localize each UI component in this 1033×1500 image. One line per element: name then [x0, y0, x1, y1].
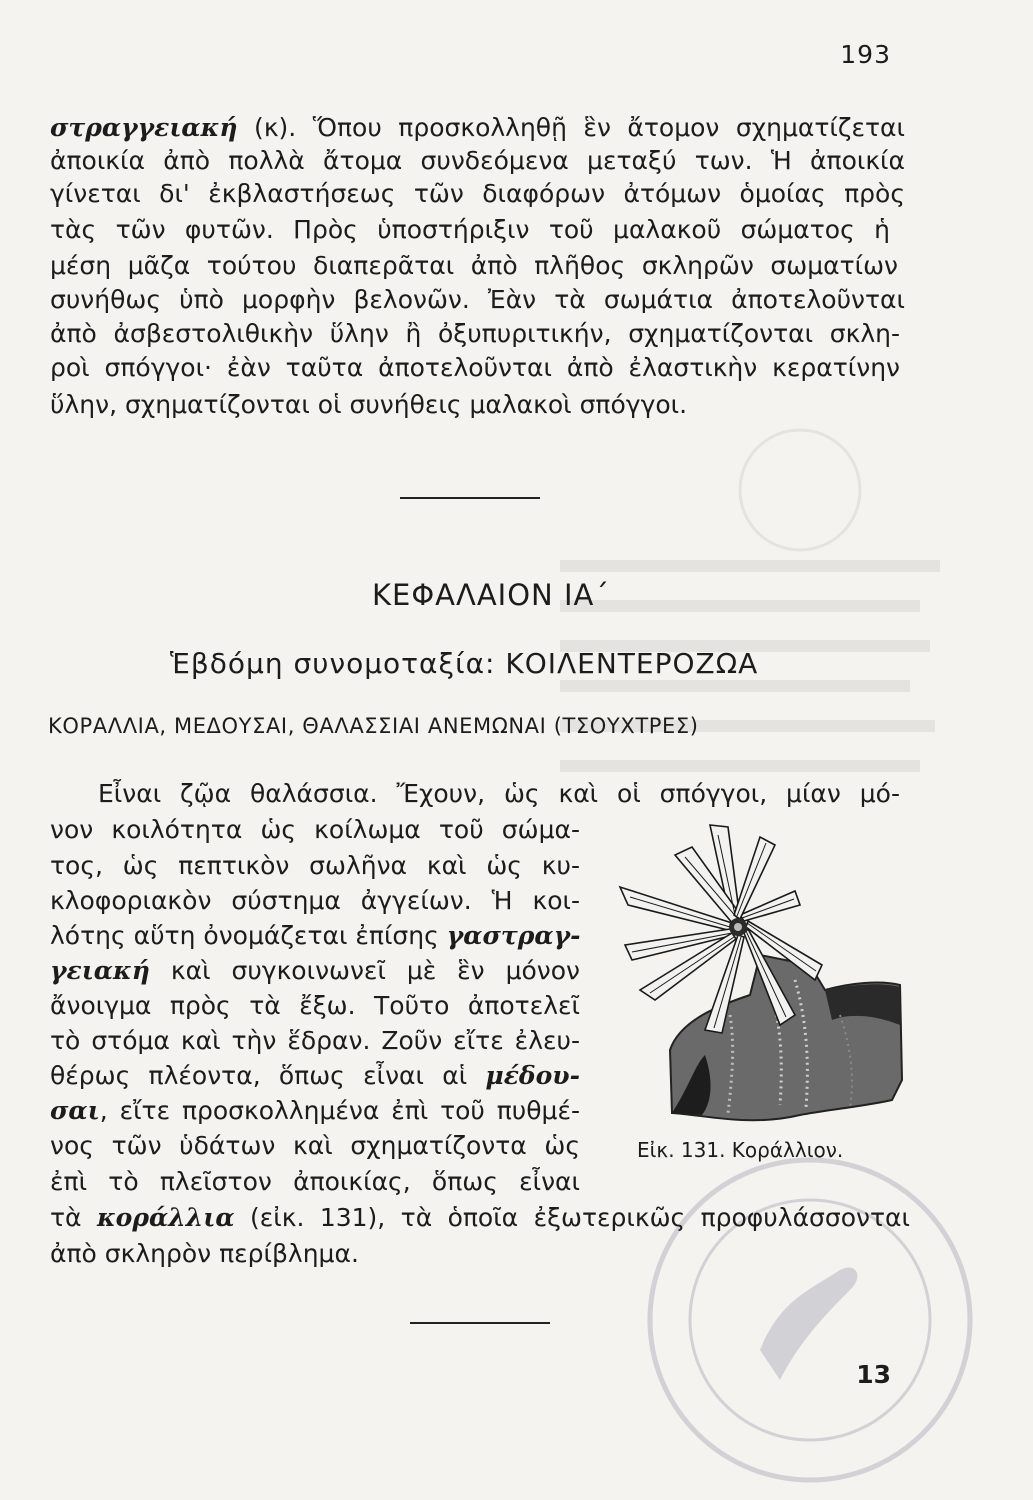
chapter-title: ΚΕΦΑΛΑΙΟΝ ΙΑ΄ — [372, 578, 610, 612]
text-line — [50, 1095, 580, 1127]
text-run: τὸ στόμα καὶ τὴν ἕδραν. Ζοῦν εἴτε ἐλευ- — [50, 1026, 580, 1055]
text-line — [50, 1025, 580, 1057]
text-line — [50, 112, 905, 144]
text-line — [50, 814, 580, 846]
text-run: ἄνοιγμα πρὸς τὰ ἔξω. Τοῦτο ἀποτελεῖ — [50, 991, 580, 1020]
text-run: νος τῶν ὑδάτων καὶ σχηματίζοντα ὡς — [50, 1131, 580, 1160]
signature-number: 13 — [856, 1360, 891, 1389]
bleed-through-shadow — [560, 420, 940, 840]
chapter-subheading: ΚΟΡΑΛΛΙΑ, ΜΕΔΟΥΣΑΙ, ΘΑΛΑΣΣΙΑΙ ΑΝΕΜΩΝΑΙ (ΤΣΟΥΧΤΡΕΣ) — [48, 714, 699, 738]
text-line — [50, 1202, 910, 1234]
text-run: ὕλην, σχηματίζονται οἱ συνήθεις μαλακοὶ σπόγγοι. — [50, 390, 688, 419]
text-run: γίνεται δι' ἐκβλαστήσεως τῶν διαφόρων ἀτόμων ὁμοίας πρὸς — [50, 179, 905, 208]
text-run: , εἴτε προσκολλημένα ἐπὶ τοῦ πυθμέ- — [99, 1096, 580, 1125]
text-run: (κ). Ὅπου προσκολληθῇ ἓν ἄτομον σχηματίζεται — [237, 113, 905, 142]
figure-caption: Εἰκ. 131. Κοράλλιον. — [637, 1138, 844, 1162]
emphasized-term: κοράλλια — [96, 1203, 235, 1232]
text-line — [50, 1060, 580, 1092]
text-line — [50, 920, 580, 952]
text-line — [50, 284, 905, 316]
section-divider-bottom — [410, 1322, 550, 1324]
text-run: ἐπὶ τὸ πλεῖστον ἀποικίας, ὅπως εἶναι — [50, 1167, 580, 1196]
emphasized-term: στραγγειακή — [50, 113, 238, 142]
text-line — [50, 250, 898, 282]
text-run: Εἶναι ζῷα θαλάσσια. Ἔχουν, ὡς καὶ οἱ σπόγγοι, μίαν μό- — [98, 779, 900, 808]
text-run: τὰ — [50, 1203, 97, 1232]
text-line — [50, 885, 580, 917]
emphasized-term: γειακή — [50, 956, 150, 985]
text-run: λότης αὕτη ὀνομάζεται ἐπίσης — [50, 921, 447, 950]
text-line — [50, 990, 580, 1022]
text-line — [50, 389, 687, 421]
text-line — [50, 1166, 580, 1198]
text-run: συνήθως ὑπὸ μορφὴν βελονῶν. Ἐὰν τὰ σωμάτια ἀποτελοῦνται — [50, 285, 905, 314]
text-run: ἀπὸ ἀσβεστολιθικὴν ὕλην ἢ ὀξυπυριτικήν, σχηματίζονται σκλη- — [50, 319, 900, 348]
coral-polyp-illustration-icon — [610, 815, 905, 1135]
emphasized-term: μέδου- — [485, 1061, 580, 1090]
text-line — [50, 955, 580, 987]
text-run: θέρως πλέοντα, ὅπως εἶναι αἱ — [50, 1061, 486, 1090]
text-line — [98, 778, 900, 810]
text-run: νον κοιλότητα ὡς κοίλωμα τοῦ σώμα- — [50, 815, 580, 844]
text-line — [50, 318, 900, 350]
text-line — [50, 352, 900, 384]
emphasized-term: σαι — [50, 1096, 100, 1125]
section-divider-top — [400, 497, 540, 499]
page-number: 193 — [840, 40, 891, 69]
text-run: μέση μᾶζα τούτου διαπερᾶται ἀπὸ πλῆθος σκληρῶν σωματίων — [50, 251, 898, 280]
text-run: (εἰκ. 131), τὰ ὁποῖα ἐξωτερικῶς προφυλάσσονται — [234, 1203, 910, 1232]
text-run: τὰς τῶν φυτῶν. Πρὸς ὑποστήριξιν τοῦ μαλακοῦ σώματος ἡ — [50, 215, 890, 244]
text-line — [50, 145, 905, 177]
text-run: καὶ συγκοινωνεῖ μὲ ἓν μόνον — [149, 956, 580, 985]
text-line — [50, 1238, 359, 1270]
text-run: ἀποικία ἀπὸ πολλὰ ἄτομα συνδεόμενα μεταξύ των. Ἡ ἀποικία — [50, 146, 905, 175]
phylum-heading: Ἑβδόμη συνομοταξία: ΚΟΙΛΕΝΤΕΡΟΖΩΑ — [170, 647, 759, 680]
text-run: κλοφοριακὸν σύστημα ἀγγείων. Ἡ κοι- — [50, 886, 580, 915]
text-run: ἀπὸ σκληρὸν περίβλημα. — [50, 1239, 359, 1268]
emphasized-term: γαστραγ- — [446, 921, 581, 950]
text-line — [50, 850, 580, 882]
text-line — [50, 1130, 580, 1162]
library-stamp-icon — [640, 1150, 980, 1490]
text-run: ροὶ σπόγγοι· ἐὰν ταῦτα ἀποτελοῦνται ἀπὸ ἐλαστικὴν κερατίνην — [50, 353, 900, 382]
text-line — [50, 214, 890, 246]
text-line — [50, 178, 905, 210]
text-run: τος, ὡς πεπτικὸν σωλῆνα καὶ ὡς κυ- — [50, 851, 580, 880]
